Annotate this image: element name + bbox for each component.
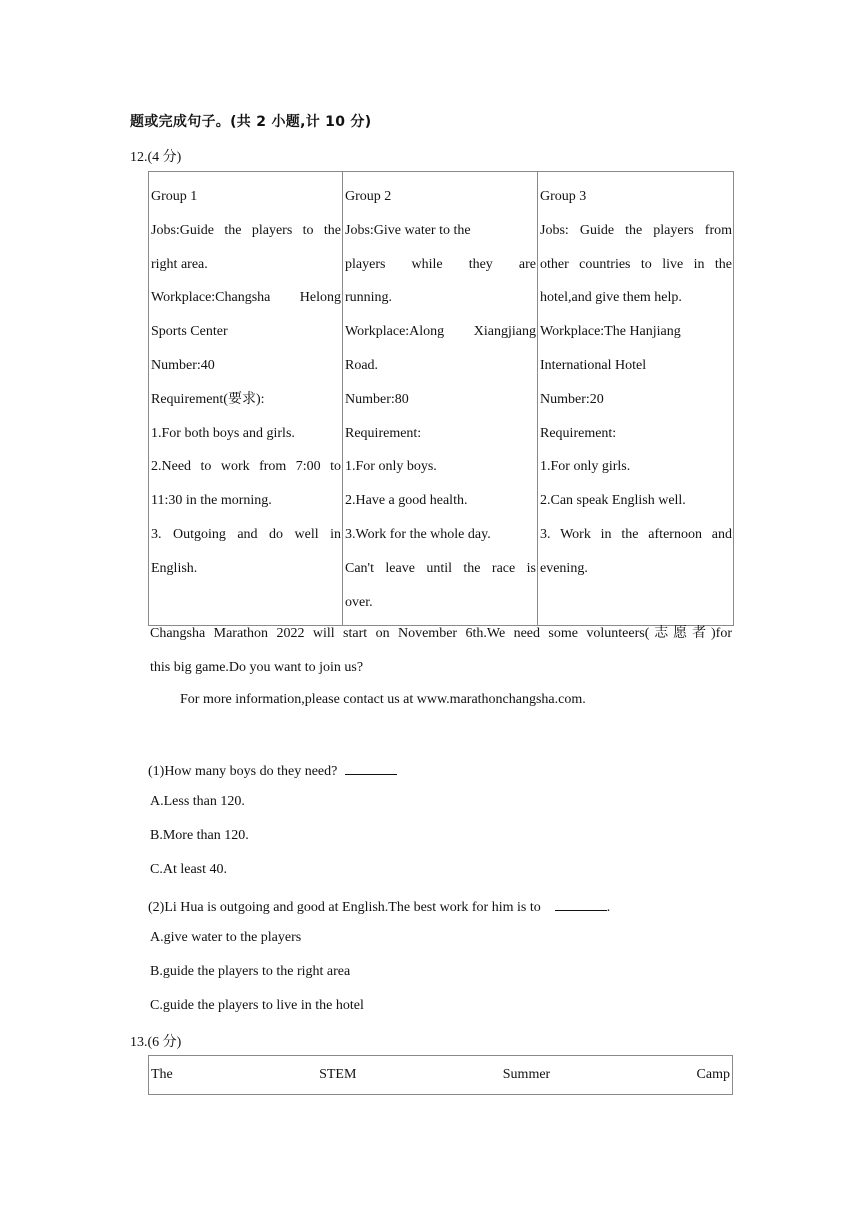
sub-question-1-text: (1)How many boys do they need? bbox=[148, 764, 338, 779]
group-3-cell bbox=[538, 172, 734, 626]
section-heading: 题或完成句子。(共 2 小题,计 10 分) bbox=[130, 114, 372, 130]
question-12-number: 12.(4 分) bbox=[130, 150, 182, 165]
sub-question-1 bbox=[148, 760, 397, 780]
group-3-line: other countries to live in the bbox=[540, 256, 732, 272]
group-2-line: 2.Have a good health. bbox=[345, 493, 468, 509]
group-2-line: running. bbox=[345, 290, 393, 306]
sub-question-2-text: (2)Li Hua is outgoing and good at English.The best work for him is to bbox=[148, 900, 541, 915]
group-1-line: Sports Center bbox=[151, 324, 228, 340]
group-2-line: Road. bbox=[345, 357, 379, 373]
group-2-line: Workplace:Along Xiangjiang bbox=[345, 324, 536, 340]
group-1-line: Workplace:Changsha Helong bbox=[151, 290, 341, 306]
camp-title-word: Summer bbox=[502, 1067, 551, 1082]
intro-line-2: this big game.Do you want to join us? bbox=[150, 660, 364, 675]
group-2-line: players while they are bbox=[345, 256, 536, 272]
group-1-line: 3. Outgoing and do well in bbox=[151, 526, 341, 542]
group-3-line: 1.For only girls. bbox=[540, 459, 631, 475]
group-1-line: Jobs:Guide the players to the bbox=[151, 222, 341, 238]
option-2c: C.guide the players to live in the hotel bbox=[150, 998, 364, 1013]
option-1b: B.More than 120. bbox=[150, 828, 249, 843]
group-3-line: 3. Work in the afternoon and bbox=[540, 526, 732, 542]
answer-blank-1[interactable] bbox=[345, 760, 397, 775]
group-2-line: over. bbox=[345, 594, 373, 610]
group-1-line: 2.Need to work from 7:00 to bbox=[151, 459, 341, 475]
table-row bbox=[149, 172, 734, 626]
group-3-line: Workplace:The Hanjiang bbox=[540, 324, 681, 340]
group-2-line: Requirement: bbox=[345, 425, 422, 441]
group-1-line: 1.For both boys and girls. bbox=[151, 425, 295, 441]
group-1-line: Group 1 bbox=[151, 189, 198, 204]
camp-title bbox=[151, 1064, 730, 1086]
group-2-line: Number:80 bbox=[345, 391, 409, 407]
answer-blank-2[interactable] bbox=[555, 896, 607, 911]
intro-line-1: Changsha Marathon 2022 will start on November 6th.We need some volunteers(志愿者)for bbox=[150, 626, 732, 641]
sub-question-2-end: . bbox=[606, 900, 611, 915]
option-2b: B.guide the players to the right area bbox=[150, 964, 351, 979]
group-2-cell bbox=[343, 172, 538, 626]
group-1-line: English. bbox=[151, 560, 198, 576]
group-2-line: 1.For only boys. bbox=[345, 459, 437, 475]
group-3-line: Jobs: Guide the players from bbox=[540, 222, 732, 238]
group-3-line: International Hotel bbox=[540, 357, 647, 373]
group-2-line: Group 2 bbox=[345, 189, 392, 204]
camp-title-word: STEM bbox=[319, 1067, 357, 1082]
group-3-line: Number:20 bbox=[540, 391, 604, 407]
group-1-line: Number:40 bbox=[151, 357, 215, 373]
group-1-line: right area. bbox=[151, 256, 208, 272]
group-2-line: 3.Work for the whole day. bbox=[345, 526, 491, 542]
option-2a: A.give water to the players bbox=[150, 930, 302, 945]
group-3-line: Group 3 bbox=[540, 189, 587, 204]
group-3-line: 2.Can speak English well. bbox=[540, 493, 686, 509]
option-1c: C.At least 40. bbox=[150, 862, 227, 877]
camp-title-word: The bbox=[151, 1067, 173, 1082]
group-1-cell bbox=[149, 172, 343, 626]
group-3-line: evening. bbox=[540, 560, 588, 576]
group-2-line: Jobs:Give water to the bbox=[345, 222, 471, 238]
intro-paragraph bbox=[150, 617, 732, 685]
option-1a: A.Less than 120. bbox=[150, 794, 245, 809]
group-2-line: Can't leave until the race is bbox=[345, 560, 536, 576]
camp-title-cell bbox=[149, 1056, 733, 1095]
group-3-line: hotel,and give them help. bbox=[540, 290, 682, 306]
volunteer-groups-table bbox=[148, 171, 734, 626]
sub-question-2 bbox=[148, 896, 610, 916]
question-13-number: 13.(6 分) bbox=[130, 1035, 182, 1050]
camp-title-word: Camp bbox=[696, 1067, 730, 1082]
group-1-line: Requirement(要求): bbox=[151, 391, 265, 407]
group-1-line: 11:30 in the morning. bbox=[151, 493, 272, 509]
group-3-line: Requirement: bbox=[540, 425, 617, 441]
camp-title-table bbox=[148, 1055, 733, 1095]
table-row bbox=[149, 1056, 733, 1095]
contact-line: For more information,please contact us at www.marathonchangsha.com. bbox=[180, 692, 586, 707]
